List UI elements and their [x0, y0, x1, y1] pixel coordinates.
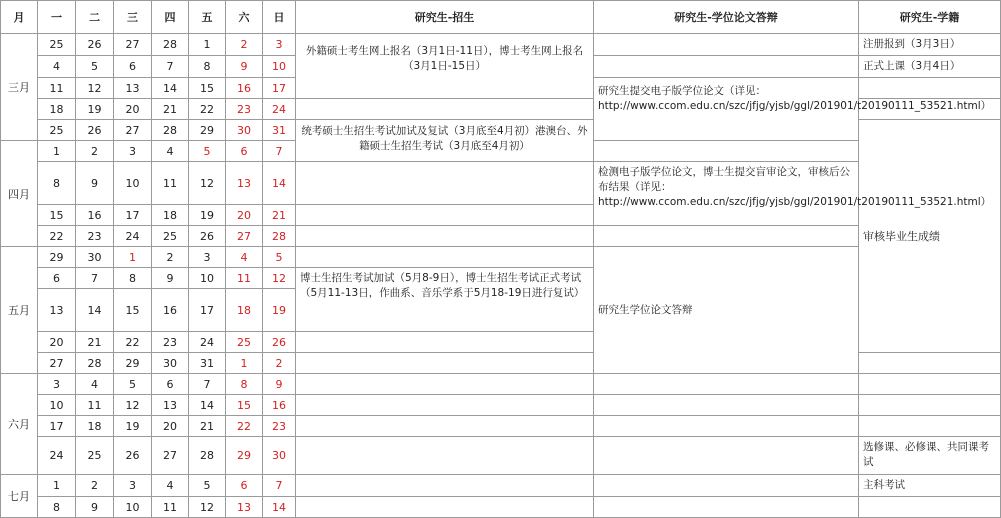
day-cell: 6 — [38, 268, 76, 289]
day-cell-weekend: 18 — [226, 289, 263, 332]
status-empty-cell — [859, 78, 1001, 99]
day-cell: 1 — [38, 475, 76, 497]
day-cell: 11 — [152, 162, 189, 205]
defense-empty-cell — [594, 475, 859, 497]
day-cell: 17 — [38, 416, 76, 437]
defense-empty-cell — [594, 34, 859, 56]
day-cell: 25 — [152, 226, 189, 247]
day-cell: 13 — [38, 289, 76, 332]
day-cell-weekend: 13 — [226, 497, 263, 518]
defense-empty-cell — [594, 395, 859, 416]
day-cell: 8 — [189, 56, 226, 78]
month-label-march: 三月 — [1, 34, 38, 141]
day-cell: 5 — [114, 374, 152, 395]
day-cell-weekend: 5 — [189, 141, 226, 162]
day-cell: 10 — [189, 268, 226, 289]
day-cell: 26 — [114, 437, 152, 475]
header-month: 月 — [1, 1, 38, 34]
day-cell: 25 — [76, 437, 114, 475]
admission-empty-cell — [296, 437, 594, 475]
day-cell: 12 — [189, 497, 226, 518]
day-cell-weekend: 31 — [263, 120, 296, 141]
day-cell: 28 — [152, 34, 189, 56]
day-cell: 29 — [38, 247, 76, 268]
status-major-exam: 主科考试 — [859, 475, 1001, 497]
defense-empty-cell — [594, 374, 859, 395]
day-cell: 20 — [152, 416, 189, 437]
day-cell-weekend: 26 — [263, 332, 296, 353]
day-cell: 23 — [76, 226, 114, 247]
day-cell: 11 — [76, 395, 114, 416]
defense-empty-cell — [594, 437, 859, 475]
day-cell: 19 — [114, 416, 152, 437]
day-cell-weekend: 14 — [263, 162, 296, 205]
day-cell-weekend: 15 — [226, 395, 263, 416]
day-cell: 11 — [38, 78, 76, 99]
day-cell: 27 — [114, 120, 152, 141]
day-cell: 14 — [152, 78, 189, 99]
day-cell: 22 — [38, 226, 76, 247]
day-cell-weekend: 8 — [226, 374, 263, 395]
day-cell: 13 — [152, 395, 189, 416]
defense-empty-cell — [594, 416, 859, 437]
day-cell: 30 — [152, 353, 189, 374]
day-cell-weekend: 25 — [226, 332, 263, 353]
day-cell: 27 — [114, 34, 152, 56]
day-cell-weekend: 16 — [263, 395, 296, 416]
day-cell: 19 — [76, 99, 114, 120]
table-row — [1, 475, 1001, 497]
defense-empty-cell — [594, 497, 859, 518]
header-defense: 研究生-学位论文答辩 — [594, 1, 859, 34]
day-cell: 26 — [76, 120, 114, 141]
day-cell: 10 — [114, 162, 152, 205]
day-cell: 3 — [38, 374, 76, 395]
table-row — [1, 34, 1001, 56]
status-empty-cell — [859, 395, 1001, 416]
day-cell: 1 — [189, 34, 226, 56]
day-cell: 8 — [38, 497, 76, 518]
defense-empty-cell — [594, 141, 859, 162]
day-cell: 21 — [152, 99, 189, 120]
day-cell: 18 — [152, 205, 189, 226]
day-cell: 5 — [76, 56, 114, 78]
day-cell: 17 — [114, 205, 152, 226]
defense-thesis-defense: 研究生学位论文答辩 — [594, 247, 859, 374]
day-cell: 24 — [114, 226, 152, 247]
day-cell: 7 — [76, 268, 114, 289]
day-cell: 14 — [76, 289, 114, 332]
day-cell: 9 — [76, 162, 114, 205]
day-cell-weekend: 27 — [226, 226, 263, 247]
month-label-may: 五月 — [1, 247, 38, 374]
day-cell: 30 — [76, 247, 114, 268]
day-cell-weekend: 7 — [263, 475, 296, 497]
day-cell-weekend: 11 — [226, 268, 263, 289]
day-cell: 14 — [189, 395, 226, 416]
day-cell: 9 — [152, 268, 189, 289]
admission-masters-exam: 统考硕士生招生考试加试及复试（3月底至4月初）港澳台、外籍硕士生招生考试（3月底至4月初） — [296, 120, 594, 162]
day-cell: 10 — [38, 395, 76, 416]
header-day-fri: 五 — [189, 1, 226, 34]
day-cell-weekend: 16 — [226, 78, 263, 99]
day-cell: 4 — [152, 475, 189, 497]
day-cell: 21 — [76, 332, 114, 353]
day-cell-holiday: 1 — [114, 247, 152, 268]
day-cell-weekend: 4 — [226, 247, 263, 268]
day-cell: 27 — [38, 353, 76, 374]
day-cell: 28 — [76, 353, 114, 374]
table-row — [1, 247, 1001, 268]
day-cell-weekend: 5 — [263, 247, 296, 268]
day-cell: 22 — [114, 332, 152, 353]
status-class-start: 正式上课（3月4日） — [859, 56, 1001, 78]
day-cell: 27 — [152, 437, 189, 475]
day-cell: 8 — [114, 268, 152, 289]
table-row — [1, 162, 1001, 205]
admission-phd-exam: 博士生招生考试加试（5月8-9日），博士生招生考试正式考试（5月11-13日，作曲系、音乐学系于5月18-19日进行复试） — [296, 268, 594, 332]
day-cell-weekend: 20 — [226, 205, 263, 226]
admission-empty-cell — [296, 332, 594, 353]
day-cell-weekend: 7 — [263, 141, 296, 162]
table-row — [1, 395, 1001, 416]
day-cell-weekend: 17 — [263, 78, 296, 99]
admission-empty-cell — [296, 497, 594, 518]
day-cell-weekend: 1 — [226, 353, 263, 374]
defense-empty-cell — [594, 226, 859, 247]
status-grades: 审核毕业生成绩 — [863, 230, 940, 243]
day-cell-weekend: 23 — [226, 99, 263, 120]
day-cell-weekend: 23 — [263, 416, 296, 437]
month-label-april: 四月 — [1, 141, 38, 247]
day-cell: 7 — [189, 374, 226, 395]
day-cell: 29 — [114, 353, 152, 374]
header-day-wed: 三 — [114, 1, 152, 34]
admission-empty-cell — [296, 99, 594, 120]
day-cell-weekend: 9 — [263, 374, 296, 395]
day-cell: 7 — [152, 56, 189, 78]
admission-empty-cell — [296, 416, 594, 437]
day-cell-weekend: 19 — [263, 289, 296, 332]
day-cell-weekend: 6 — [226, 141, 263, 162]
day-cell: 18 — [76, 416, 114, 437]
admission-online-registration: 外籍硕士考生网上报名（3月1日-11日），博士考生网上报名（3月1日-15日） — [296, 34, 594, 99]
status-courses-exam: 选修课、必修课、共同课考试 — [859, 437, 1001, 475]
day-cell: 4 — [152, 141, 189, 162]
day-cell: 6 — [114, 56, 152, 78]
day-cell: 28 — [189, 437, 226, 475]
day-cell: 28 — [152, 120, 189, 141]
day-cell: 2 — [152, 247, 189, 268]
admission-empty-cell — [296, 475, 594, 497]
day-cell: 15 — [38, 205, 76, 226]
day-cell: 20 — [114, 99, 152, 120]
status-empty-cell — [859, 353, 1001, 374]
day-cell-weekend: 30 — [226, 120, 263, 141]
admission-empty-cell — [296, 205, 594, 226]
day-cell-weekend: 13 — [226, 162, 263, 205]
day-cell-weekend: 21 — [263, 205, 296, 226]
table-row — [1, 374, 1001, 395]
header-status: 研究生-学籍 — [859, 1, 1001, 34]
defense-check-thesis: 检测电子版学位论文，博士生提交盲审论文，审核后公布结果（详见：http://www.ccom.edu.cn/szc/jfjg/yjsb/ggl/201901/t20190111_53521.html） — [594, 162, 859, 226]
day-cell: 2 — [76, 141, 114, 162]
status-empty-cell — [859, 374, 1001, 395]
day-cell-weekend: 6 — [226, 475, 263, 497]
day-cell: 23 — [152, 332, 189, 353]
day-cell: 16 — [76, 205, 114, 226]
admission-empty-cell — [296, 162, 594, 205]
day-cell: 15 — [189, 78, 226, 99]
header-day-sun: 日 — [263, 1, 296, 34]
day-cell-weekend: 14 — [263, 497, 296, 518]
day-cell: 3 — [114, 475, 152, 497]
month-label-july: 七月 — [1, 475, 38, 518]
day-cell: 13 — [114, 78, 152, 99]
header-day-thu: 四 — [152, 1, 189, 34]
admission-empty-cell — [296, 353, 594, 374]
month-label-june: 六月 — [1, 374, 38, 475]
day-cell: 3 — [114, 141, 152, 162]
day-cell: 16 — [152, 289, 189, 332]
table-row — [1, 226, 1001, 247]
header-day-mon: 一 — [38, 1, 76, 34]
day-cell-weekend: 2 — [226, 34, 263, 56]
day-cell: 12 — [76, 78, 114, 99]
table-row — [1, 416, 1001, 437]
day-cell: 19 — [189, 205, 226, 226]
admission-empty-cell — [296, 247, 594, 268]
day-cell-weekend: 3 — [263, 34, 296, 56]
defense-submit-thesis: 研究生提交电子版学位论文（详见：http://www.ccom.edu.cn/szc/jfjg/yjsb/ggl/201901/t20190111_53521.html） — [594, 78, 859, 141]
day-cell: 3 — [189, 247, 226, 268]
day-cell: 12 — [114, 395, 152, 416]
day-cell: 11 — [152, 497, 189, 518]
day-cell-weekend: 9 — [226, 56, 263, 78]
day-cell: 26 — [76, 34, 114, 56]
day-cell: 26 — [189, 226, 226, 247]
status-cell-grades — [859, 120, 1001, 353]
admission-empty-cell — [296, 226, 594, 247]
day-cell: 18 — [38, 99, 76, 120]
calendar-body — [1, 34, 1001, 518]
day-cell-weekend: 29 — [226, 437, 263, 475]
day-cell: 8 — [38, 162, 76, 205]
day-cell: 4 — [76, 374, 114, 395]
day-cell: 31 — [189, 353, 226, 374]
day-cell: 25 — [38, 34, 76, 56]
day-cell-weekend: 12 — [263, 268, 296, 289]
day-cell: 24 — [189, 332, 226, 353]
day-cell-weekend: 10 — [263, 56, 296, 78]
day-cell-weekend: 28 — [263, 226, 296, 247]
day-cell: 10 — [114, 497, 152, 518]
day-cell-weekend: 2 — [263, 353, 296, 374]
day-cell: 6 — [152, 374, 189, 395]
day-cell: 1 — [38, 141, 76, 162]
day-cell: 25 — [38, 120, 76, 141]
day-cell: 29 — [189, 120, 226, 141]
defense-empty-cell — [594, 56, 859, 78]
day-cell: 20 — [38, 332, 76, 353]
day-cell-weekend: 30 — [263, 437, 296, 475]
table-row — [1, 497, 1001, 518]
day-cell: 24 — [38, 437, 76, 475]
header-day-tue: 二 — [76, 1, 114, 34]
day-cell: 12 — [189, 162, 226, 205]
admission-empty-cell — [296, 374, 594, 395]
status-empty-cell — [859, 497, 1001, 518]
day-cell: 9 — [76, 497, 114, 518]
status-empty-cell — [859, 416, 1001, 437]
header-admission: 研究生-招生 — [296, 1, 594, 34]
day-cell: 17 — [189, 289, 226, 332]
day-cell-weekend: 22 — [226, 416, 263, 437]
day-cell-weekend: 24 — [263, 99, 296, 120]
header-row — [1, 1, 1001, 34]
day-cell: 21 — [189, 416, 226, 437]
status-register: 注册报到（3月3日） — [859, 34, 1001, 56]
table-row — [1, 437, 1001, 475]
day-cell: 22 — [189, 99, 226, 120]
admission-empty-cell — [296, 395, 594, 416]
day-cell: 5 — [189, 475, 226, 497]
day-cell: 4 — [38, 56, 76, 78]
day-cell: 2 — [76, 475, 114, 497]
day-cell: 15 — [114, 289, 152, 332]
header-day-sat: 六 — [226, 1, 263, 34]
